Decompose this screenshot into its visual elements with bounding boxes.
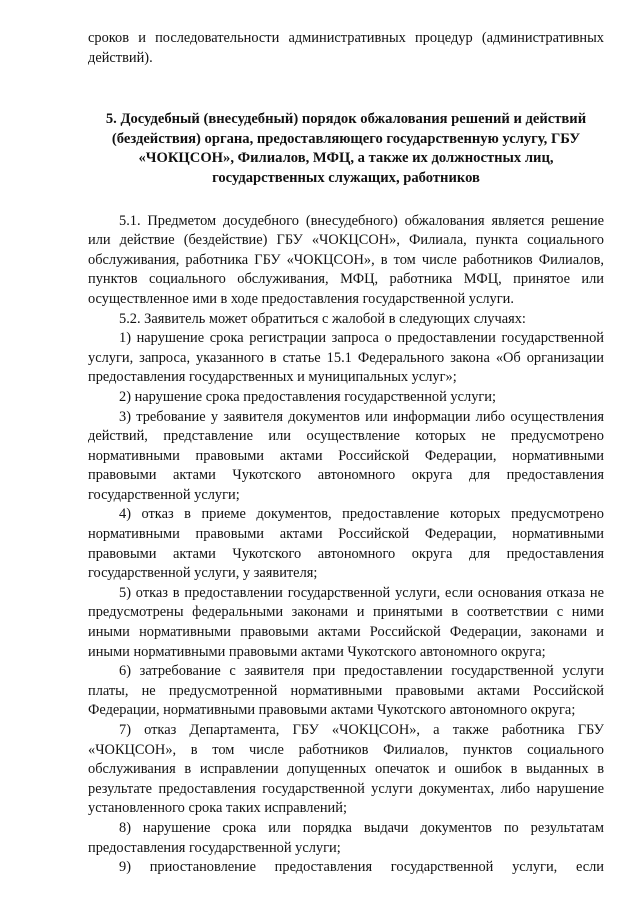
paragraph-5-2: 5.2. Заявитель может обратиться с жалобой в следующих случаях:	[119, 310, 526, 327]
list-item-6: 6) затребование с заявителя при предоставлении государственной услуги платы, не предусмотренной нормативными правовыми актами Российской Федерации, нормативными правовыми актами Чукотского автономного округа;	[88, 663, 604, 719]
list-item-5: 5) отказ в предоставлении государственной услуги, если основания отказа не предусмотрены федеральными законами и принятыми в соответствии с ними иными нормативными правовыми актами Российской Федерации, законами и иными нормативными правовыми актами Чукотского автономного округа;	[88, 584, 604, 660]
list-item-1: 1) нарушение срока регистрации запроса о предоставлении государственной услуги, запроса, указанного в статье 15.1 Федерального закона «Об организации предоставления государственных и муниципальных услуг»;	[88, 330, 604, 386]
list-item-2: 2) нарушение срока предоставления государственной услуги;	[119, 388, 496, 405]
list-item-4: 4) отказ в приеме документов, предоставление которых предусмотрено нормативными правовыми актами Российской Федерации, нормативными правовыми актами Чукотского автономного округа для предоставления государственной услуги, у заявителя;	[88, 506, 604, 582]
section-heading: 5. Досудебный (внесудебный) порядок обжалования решений и действий (бездействия) органа, предоставляющего государственную услугу, ГБУ «ЧОКЦСОН», Филиалов, МФЦ, а также их должностных лиц, государственных служащих, работников	[105, 111, 587, 186]
list-item-7: 7) отказ Департамента, ГБУ «ЧОКЦСОН», а также работника ГБУ «ЧОКЦСОН», в том числе работников Филиалов, пунктов социального обслуживания в исправлении допущенных опечаток и ошибок в выданных в результате предоставления государственной услуги документах, либо нарушение установленного срока таких исправлений;	[88, 722, 604, 817]
list-item-9: 9) приостановление предоставления государственной услуги, если	[119, 859, 604, 876]
intro-fragment: сроков и последовательности административных процедур (административных действий).	[88, 30, 604, 66]
document-body	[88, 29, 604, 878]
list-item-3: 3) требование у заявителя документов или информации либо осуществления действий, представление или осуществление которых не предусмотрено нормативными правовыми актами Российской Федерации, нормативными правовыми актами Чукотского автономного округа для предоставления государственной услуги;	[88, 408, 604, 503]
paragraph-5-1: 5.1. Предметом досудебного (внесудебного) обжалования является решение или действие (бездействие) ГБУ «ЧОКЦСОН», Филиала, пункта социального обслуживания, работника ГБУ «ЧОКЦСОН», в том числе работников Филиалов, пунктов социального обслуживания, МФЦ, работника МФЦ, принятое или осуществленное ими в ходе предоставления государственной услуги.	[88, 212, 604, 307]
list-item-8: 8) нарушение срока или порядка выдачи документов по результатам предоставления государственной услуги;	[88, 819, 604, 856]
